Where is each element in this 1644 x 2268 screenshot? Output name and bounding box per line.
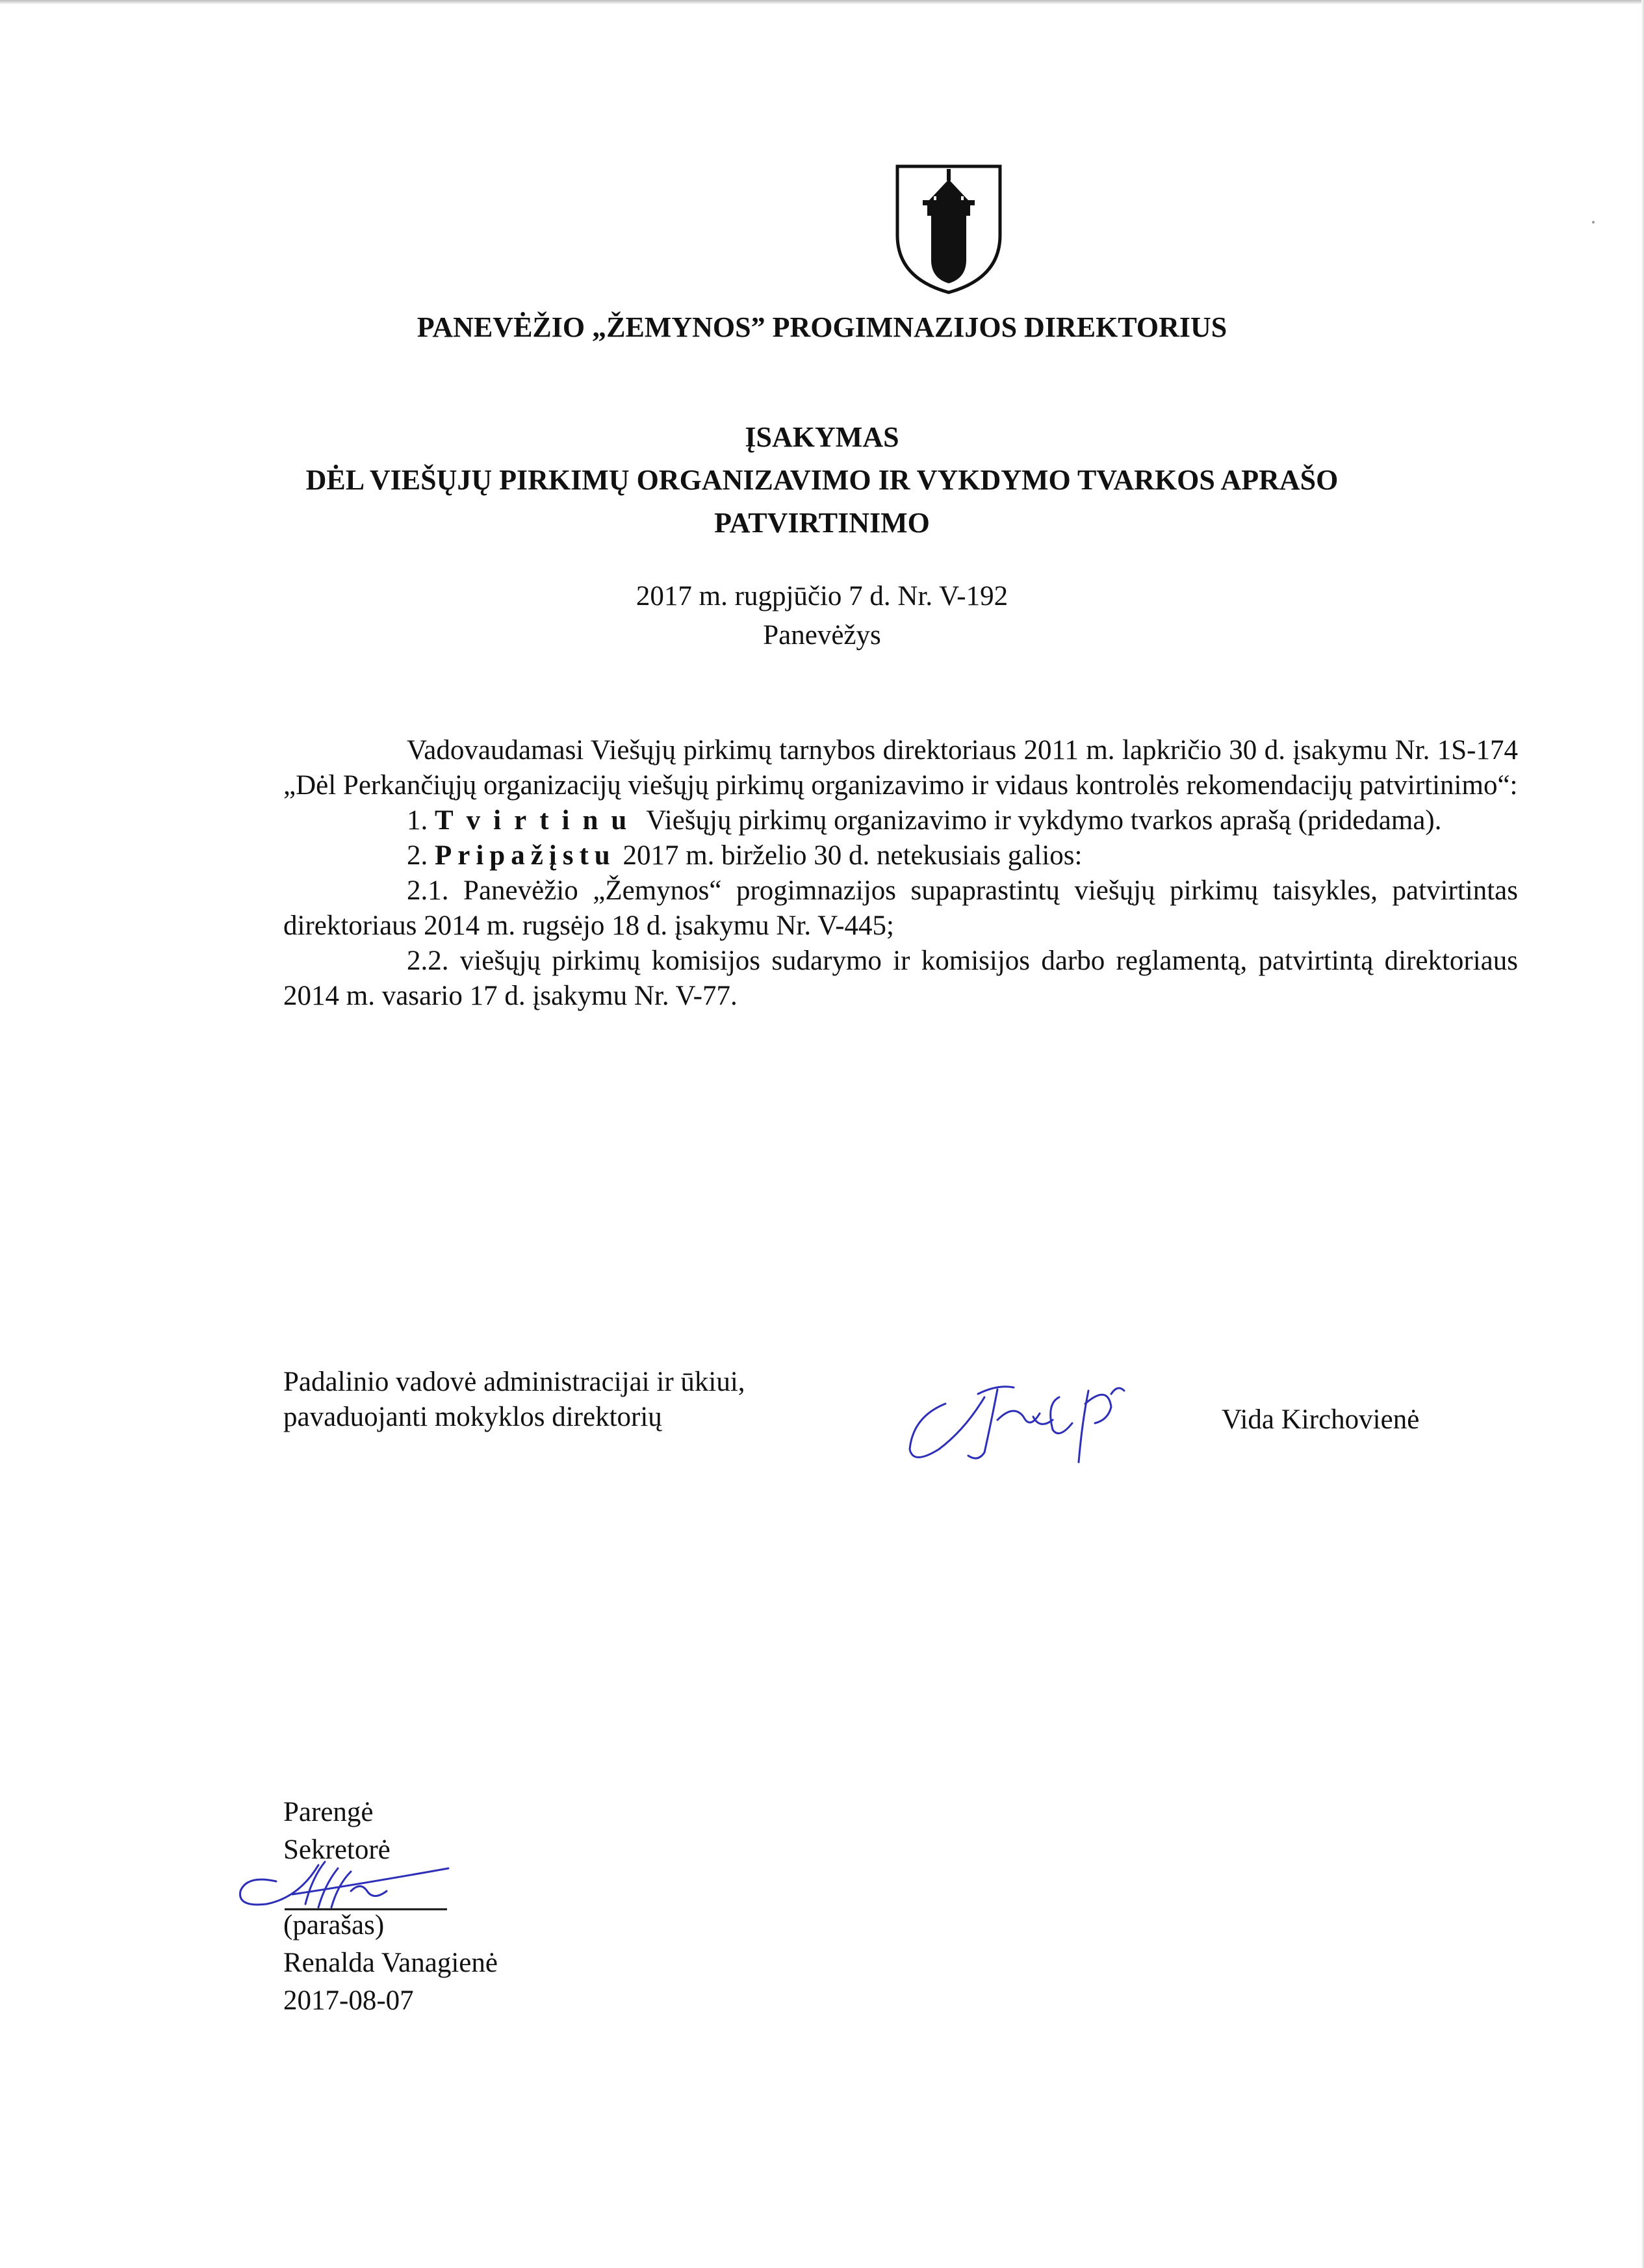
secretary-signature (227, 1846, 461, 1917)
item-2-text: 2017 m. birželio 30 d. netekusiais galios: (623, 840, 1083, 871)
item-1-verb: Tvirtinu (435, 805, 640, 836)
scan-edge-top (0, 0, 1644, 4)
item-2-2: 2.2. viešųjų pirkimų komisijos sudarymo ir komisijos darbo reglamentą, patvirtintą direktoriaus 2014 m. vasario 17 d. įsakymu Nr. V-77. (283, 946, 1518, 1011)
signer-name: Vida Kirchovienė (1222, 1404, 1420, 1435)
prepared-label: Parengė (283, 1797, 374, 1827)
prepared-date: 2017-08-07 (283, 1985, 414, 2016)
item-2-1: 2.1. Panevėžio „Žemynos“ progimnazijos supaprastintų viešųjų pirkimų taisykles, patvirtintas direktoriaus 2014 m. rugsėjo 18 d. įsakymu Nr. V-445; (283, 875, 1518, 941)
signature-caption: (parašas) (283, 1910, 385, 1940)
item-2 (283, 838, 1518, 873)
place: Panevėžys (763, 620, 881, 651)
item-2-verb: Pripažįstu (435, 840, 616, 871)
intro-paragraph: Vadovaudamasi Viešųjų pirkimų tarnybos direktoriaus 2011 m. lapkričio 30 d. įsakymu Nr. 1S-174 „Dėl Perkančiųjų organizacijų viešųjų pirkimų organizavimo ir vidaus kontrolės rekomendacijų patvirtinimo“: (283, 735, 1518, 801)
signer-position-line-1: Padalinio vadovė administracijai ir ūkiui, (283, 1367, 745, 1397)
title-line-2: DĖL VIEŠŲJŲ PIRKIMŲ ORGANIZAVIMO IR VYKDYMO TVARKOS APRAŠO (305, 464, 1339, 496)
item-2-number: 2. (407, 840, 428, 871)
prepared-role: Sekretorė (283, 1835, 391, 1865)
coat-of-arms-icon (893, 162, 1004, 296)
date-number: 2017 m. rugpjūčio 7 d. Nr. V-192 (636, 581, 1008, 612)
director-signature (900, 1358, 1153, 1469)
title-line-1: ĮSAKYMAS (745, 421, 899, 453)
prepared-name: Renalda Vanagienė (283, 1948, 498, 1978)
signer-position (283, 1365, 745, 1435)
item-1-text: Viešųjų pirkimų organizavimo ir vykdymo tvarkos aprašą (pridedama). (646, 805, 1442, 836)
signer-position-line-2: pavaduojanti mokyklos direktorių (283, 1402, 662, 1432)
title-line-3: PATVIRTINIMO (714, 507, 930, 539)
document-title (0, 416, 1644, 545)
scan-speck (1592, 221, 1595, 224)
institution-heading: PANEVĖŽIO „ŽEMYNOS” PROGIMNAZIJOS DIREKTORIUS (417, 311, 1227, 343)
date-place-block (0, 577, 1644, 655)
order-body (283, 733, 1518, 1014)
item-1 (283, 803, 1518, 838)
item-1-number: 1. (407, 805, 428, 836)
